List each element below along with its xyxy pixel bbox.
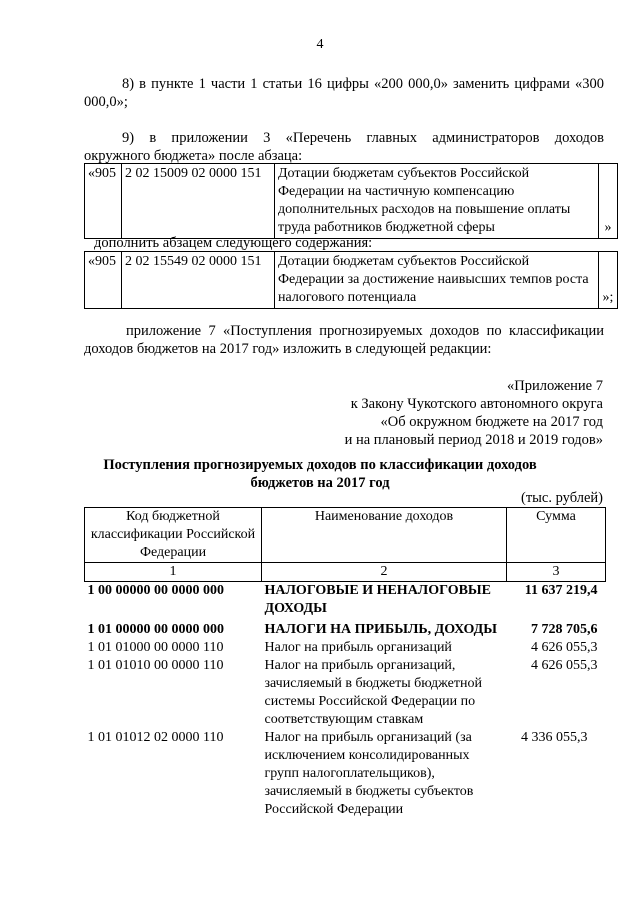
title-line-2: бюджетов на 2017 год <box>250 475 390 491</box>
insert-cell-code: 2 02 15549 02 0000 151 <box>122 252 275 309</box>
row-amount: 11 637 219,4 <box>524 583 598 598</box>
row-amount: 4 626 055,3 <box>531 658 598 673</box>
appendix-line-1: «Приложение 7 <box>507 378 603 394</box>
header-code: Код бюджетной классификации Российской Федерации <box>85 508 262 563</box>
row-code: 1 01 01000 00 0000 110 <box>87 640 224 655</box>
insert-row <box>85 252 618 309</box>
paragraph-appendix-7: приложение 7 «Поступления прогнозируемых доходов по классификации доходов бюджетов на 2017 год» изложить в следующей редакции: <box>84 323 604 357</box>
insert-cell-quote: » <box>599 164 618 239</box>
row-code: 1 01 01010 00 0000 110 <box>87 658 224 673</box>
insert-cell-admin: «905 <box>85 252 122 309</box>
insert-table-1 <box>84 163 618 239</box>
paragraph-9-line-1: 9) в приложении 3 «Перечень главных администраторов доходов <box>122 130 604 146</box>
revenue-table <box>84 507 606 819</box>
table-row <box>85 618 606 639</box>
row-code: 1 00 00000 00 0000 000 <box>87 583 224 598</box>
paragraph-8: 8) в пункте 1 части 1 статьи 16 цифры «200 000,0» заменить цифрами «300 000,0»; <box>84 76 604 110</box>
table-header-row <box>85 508 606 563</box>
insert-cell-code: 2 02 15009 02 0000 151 <box>122 164 275 239</box>
appendix-line-4: и на плановый период 2018 и 2019 годов» <box>344 432 603 448</box>
row-amount: 4 626 055,3 <box>531 640 598 655</box>
column-number-3: 3 <box>507 563 606 582</box>
appendix-line-3: «Об окружном бюджете на 2017 год <box>380 414 603 430</box>
table-number-row <box>85 563 606 582</box>
header-amount: Сумма <box>507 508 606 563</box>
row-name: Налог на прибыль организаций <box>264 640 452 655</box>
table-row <box>85 639 606 657</box>
insert-cell-admin: «905 <box>85 164 122 239</box>
insert-row <box>85 164 618 239</box>
paragraph-9-line-2: окружного бюджета» после абзаца: <box>84 148 303 164</box>
document-title <box>0 456 640 492</box>
insert-cell-quote: »; <box>599 252 618 309</box>
column-number-1: 1 <box>85 563 262 582</box>
insert-cell-name: Дотации бюджетам субъектов Российской Федерации на частичную компенсацию дополнительных расходов на повышение оплаты труда работников бюджетной сферы <box>275 164 599 239</box>
row-amount: 4 336 055,3 <box>521 730 588 745</box>
insert-table-2 <box>84 251 618 309</box>
add-paragraph-text: дополнить абзацем следующего содержания: <box>94 235 373 251</box>
header-name: Наименование доходов <box>262 508 507 563</box>
table-row <box>85 582 606 619</box>
page-number: 4 <box>316 37 324 52</box>
appendix-header <box>345 377 603 449</box>
row-name: Налог на прибыль организаций, зачисляемый в бюджеты бюджетной системы Российской Федерации по соответствующим ставкам <box>264 658 482 727</box>
row-code: 1 01 00000 00 0000 000 <box>87 622 224 637</box>
column-number-2: 2 <box>262 563 507 582</box>
row-name: Налог на прибыль организаций (за исключением консолидированных групп налогоплательщиков), зачисляемый в бюджеты субъектов Российской Федерации <box>264 730 474 817</box>
row-code: 1 01 01012 02 0000 110 <box>87 730 224 745</box>
row-name: НАЛОГОВЫЕ И НЕНАЛОГОВЫЕ ДОХОДЫ <box>264 583 492 616</box>
appendix-line-2: к Закону Чукотского автономного округа <box>350 396 603 412</box>
row-name: НАЛОГИ НА ПРИБЫЛЬ, ДОХОДЫ <box>264 622 498 637</box>
table-row <box>85 729 606 819</box>
table-row <box>85 657 606 729</box>
insert-cell-name: Дотации бюджетам субъектов Российской Федерации за достижение наивысших темпов роста налогового потенциала <box>275 252 599 309</box>
unit-label: (тыс. рублей) <box>521 490 603 506</box>
title-line-1: Поступления прогнозируемых доходов по классификации доходов <box>103 457 537 473</box>
row-amount: 7 728 705,6 <box>531 622 598 637</box>
